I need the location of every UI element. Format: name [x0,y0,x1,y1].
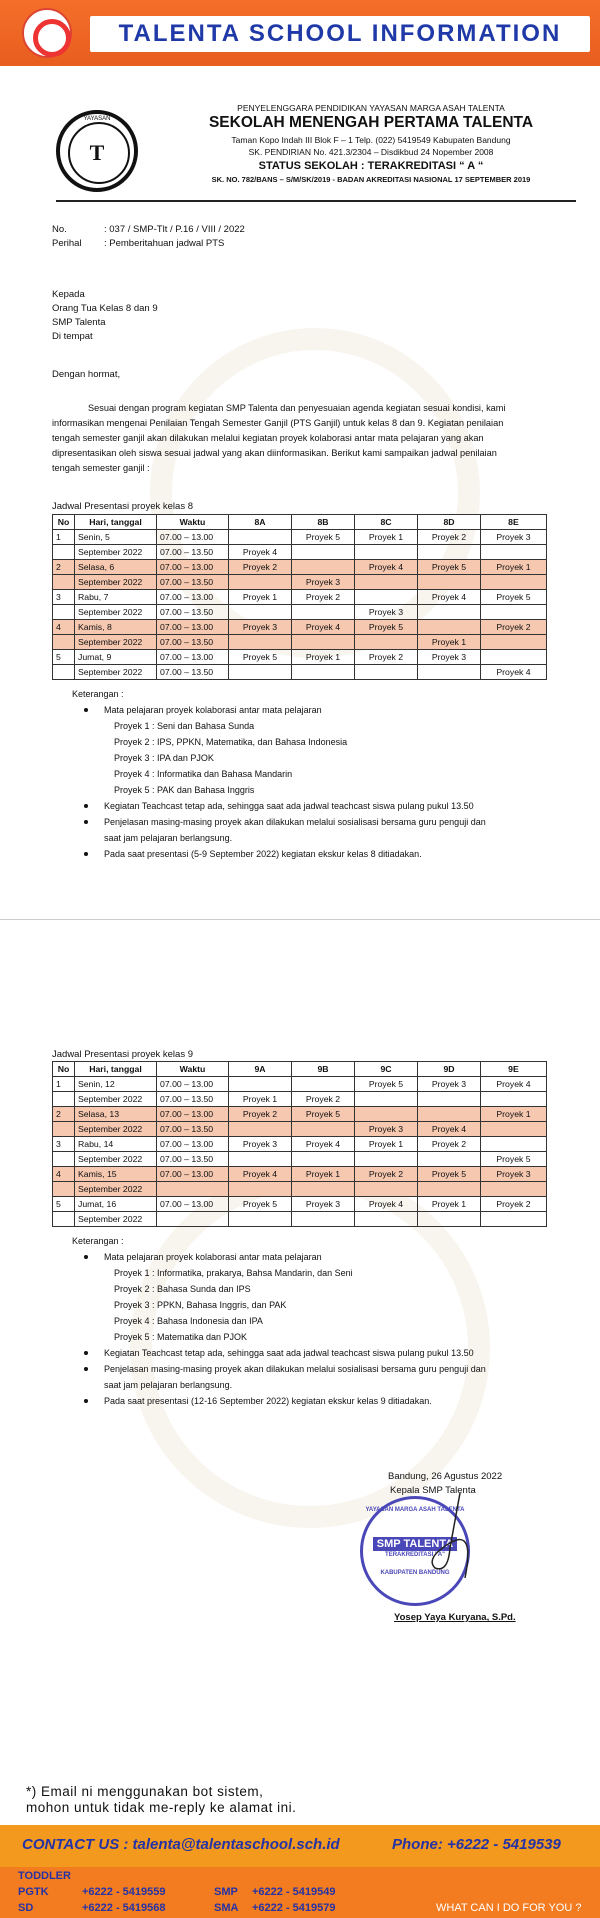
table-cell: Proyek 4 [418,1122,481,1137]
table-cell: Proyek 5 [481,590,547,605]
unit-sd: SD [18,1902,34,1914]
school-sk: SK. PENDIRIAN No. 421.3/2304 – Disdikbud 24 Nopember 2008 [248,147,494,157]
table-cell [418,620,481,635]
unit-toddler: TODDLER [18,1870,71,1882]
keterangan-item: Proyek 5 : PAK dan Bahasa Inggris [114,785,255,795]
table-row [53,590,547,605]
table-cell: 1 [53,530,75,545]
table-cell: Proyek 2 [292,590,355,605]
table-cell [53,1152,75,1167]
table-cell [292,665,355,680]
table-header-cell: Hari, tanggal [75,515,157,530]
table-cell: Proyek 4 [292,620,355,635]
table-cell: 4 [53,620,75,635]
table-row [53,1182,547,1197]
table-cell: Kamis, 8 [75,620,157,635]
unit-smp: SMP [214,1886,238,1898]
table-header-cell: Waktu [157,1062,229,1077]
table-cell [229,1122,292,1137]
table-cell: Proyek 1 [418,1197,481,1212]
letter-perihal-label: Perihal [52,238,82,249]
stamp-sub: TERAKREDITASI "A" [385,1552,445,1558]
table-cell: Proyek 2 [355,1167,418,1182]
bot-note [26,1784,296,1816]
table-cell: Proyek 5 [418,1167,481,1182]
phone-sd[interactable]: +6222 - 5419568 [82,1902,166,1914]
table-row [53,1212,547,1227]
keterangan-bullet-penjelasan: Penjelasan masing-masing proyek akan dilakukan melalui sosialisasi bersama guru penguji dan [82,1361,562,1377]
table-cell: Proyek 2 [229,1107,292,1122]
table-cell: Proyek 1 [481,560,547,575]
table-header-cell: No [53,515,75,530]
table-cell [292,1212,355,1227]
table-cell: Proyek 3 [355,1122,418,1137]
table-cell: Proyek 2 [355,650,418,665]
table-cell [481,1122,547,1137]
table-cell [53,575,75,590]
table-cell: Proyek 4 [355,560,418,575]
table-cell: Proyek 1 [355,1137,418,1152]
talenta-logo-icon [22,8,72,58]
table-row [53,620,547,635]
keterangan-bullet-penjelasan-cont: saat jam pelajaran berlangsung. [104,1380,233,1390]
keterangan-bullet-ekskur: Pada saat presentasi (12-16 September 2022) kegiatan ekskur kelas 9 ditiadakan. [82,1393,562,1409]
table-cell [53,1122,75,1137]
letter-para-1: Sesuai dengan program kegiatan SMP Talenta dan penyesuaian agenda kegiatan sesuai kondisi, kami [88,403,506,413]
table-header-cell: 9B [292,1062,355,1077]
letter-to2: SMP Talenta [52,317,106,328]
table-header-cell: 9A [229,1062,292,1077]
table-header-cell: 9D [418,1062,481,1077]
table-cell: Proyek 4 [481,1077,547,1092]
table-cell [229,1212,292,1227]
letter-to3: Di tempat [52,331,93,342]
table-cell: Proyek 3 [292,1197,355,1212]
table-cell [355,575,418,590]
table-cell: September 2022 [75,665,157,680]
table-cell: Proyek 1 [418,635,481,650]
table-cell: Proyek 3 [481,1167,547,1182]
table-row [53,1107,547,1122]
sign-place-date: Bandung, 26 Agustus 2022 [388,1471,503,1482]
letter-page-2 [0,1018,600,1758]
table-cell [355,545,418,560]
table-cell [229,530,292,545]
school-name: SEKOLAH MENENGAH PERTAMA TALENTA [208,114,534,131]
table-cell [229,665,292,680]
table-header-cell: 8B [292,515,355,530]
letter-greeting: Dengan hormat, [52,369,121,380]
table-cell: Proyek 1 [229,590,292,605]
table-cell [481,650,547,665]
table-cell: 07.00 – 13.00 [157,650,229,665]
table-cell [157,1212,229,1227]
table-cell [418,575,481,590]
kop-divider [56,200,576,202]
table-cell: Proyek 2 [229,560,292,575]
keterangan-kelas-8 [72,686,562,862]
table-row [53,545,547,560]
table-cell [355,1107,418,1122]
table-cell: Proyek 1 [481,1107,547,1122]
table-cell: Proyek 4 [418,590,481,605]
table-row [53,1122,547,1137]
table-cell [53,665,75,680]
table-row [53,1197,547,1212]
schedule-table-kelas-9 [52,1061,547,1227]
table-cell: September 2022 [75,545,157,560]
table-row [53,635,547,650]
table-cell [418,1107,481,1122]
table-cell [481,635,547,650]
table-cell: Proyek 2 [418,530,481,545]
table-cell [418,605,481,620]
table-cell: September 2022 [75,635,157,650]
table-cell [355,590,418,605]
table-cell: 07.00 – 13.50 [157,1122,229,1137]
table-cell: September 2022 [75,1152,157,1167]
table-cell [418,1152,481,1167]
table-cell [481,1182,547,1197]
header-title: TALENTA SCHOOL INFORMATION [90,16,590,52]
table-cell: 07.00 – 13.50 [157,575,229,590]
keterangan-item: Proyek 1 : Seni dan Bahasa Sunda [114,721,255,731]
phone-pgtk[interactable]: +6222 - 5419559 [82,1886,166,1898]
table8-caption: Jadwal Presentasi proyek kelas 8 [52,501,193,512]
cta-link[interactable]: WHAT CAN I DO FOR YOU ? [436,1902,582,1914]
table-cell [355,1152,418,1167]
table-cell: 07.00 – 13.00 [157,1077,229,1092]
keterangan-title: Keterangan : [72,1236,124,1246]
table-cell [53,545,75,560]
table-cell [292,1182,355,1197]
contact-phone[interactable]: Phone: +6222 - 5419539 [392,1836,561,1853]
table-cell: Selasa, 6 [75,560,157,575]
keterangan-bullet-penjelasan: Penjelasan masing-masing proyek akan dilakukan melalui sosialisasi bersama guru penguji dan [82,814,562,830]
table-cell [229,635,292,650]
keterangan-item: Proyek 4 : Informatika dan Bahasa Mandarin [114,769,293,779]
keterangan-title: Keterangan : [72,689,124,699]
table-cell: Senin, 12 [75,1077,157,1092]
table-cell: 1 [53,1077,75,1092]
table-cell [229,605,292,620]
table-cell [229,575,292,590]
school-seal-icon [56,110,138,192]
table-cell: Rabu, 7 [75,590,157,605]
table-cell: 07.00 – 13.00 [157,560,229,575]
email-header [0,0,600,66]
table-cell: Proyek 3 [229,620,292,635]
table-row [53,575,547,590]
keterangan-intro: Mata pelajaran proyek kolaborasi antar mata pelajaran [82,1249,562,1265]
table-cell: Proyek 3 [355,605,418,620]
table-cell: 07.00 – 13.50 [157,1092,229,1107]
table-cell [292,1077,355,1092]
table-cell: Proyek 1 [355,530,418,545]
table-cell: 07.00 – 13.00 [157,530,229,545]
table-cell: 5 [53,1197,75,1212]
table-cell [355,1212,418,1227]
table-cell: 07.00 – 13.50 [157,665,229,680]
table-cell: Proyek 5 [481,1152,547,1167]
table-header-cell: No [53,1062,75,1077]
table-cell [229,1077,292,1092]
letter-no-value: : 037 / SMP-Tlt / P.16 / VIII / 2022 [104,224,245,235]
table-cell [53,1092,75,1107]
table-cell: Proyek 4 [229,545,292,560]
letter-para-4: dipresentasikan oleh siswa sesuai jadwal yang akan diinformasikan. Berikut kami sampaikan jadwal penilaian [52,448,497,458]
table-row [53,1137,547,1152]
table-cell [481,1092,547,1107]
table-cell: Proyek 4 [292,1137,355,1152]
table-row [53,1092,547,1107]
table-cell: Proyek 3 [418,650,481,665]
table-cell [53,635,75,650]
table-cell [481,545,547,560]
table-cell: Rabu, 14 [75,1137,157,1152]
table-cell: 07.00 – 13.50 [157,1152,229,1167]
table-cell: Proyek 3 [418,1077,481,1092]
table-cell: Proyek 1 [229,1092,292,1107]
keterangan-intro: Mata pelajaran proyek kolaborasi antar mata pelajaran [82,702,562,718]
table-cell: Proyek 5 [292,530,355,545]
sign-name: Yosep Yaya Kuryana, S.Pd. [394,1612,516,1623]
contact-email[interactable]: CONTACT US : talenta@talentaschool.sch.id [22,1836,340,1853]
table-cell [355,1092,418,1107]
table-cell [481,1137,547,1152]
table-row [53,605,547,620]
sign-role: Kepala SMP Talenta [390,1485,476,1496]
letter-page-1 [0,68,600,920]
table-header-cell: 8E [481,515,547,530]
table-cell: Proyek 2 [481,1197,547,1212]
table-cell: Proyek 1 [292,650,355,665]
schedule-table-kelas-8 [52,514,547,680]
unit-sma: SMA [214,1902,239,1914]
letter-to1: Orang Tua Kelas 8 dan 9 [52,303,158,314]
keterangan-bullet-teachcast: Kegiatan Teachcast tetap ada, sehingga saat ada jadwal teachcast siswa pulang pukul 13.50 [82,1345,562,1361]
table-cell: Proyek 3 [229,1137,292,1152]
keterangan-bullet-teachcast: Kegiatan Teachcast tetap ada, sehingga saat ada jadwal teachcast siswa pulang pukul 13.50 [82,798,562,814]
letter-para-5: tengah semester ganjil : [52,463,150,473]
table-cell: 07.00 – 13.50 [157,545,229,560]
stamp-text: SMP TALENTA [373,1537,457,1551]
table-cell: 07.00 – 13.00 [157,1197,229,1212]
table-cell [229,1152,292,1167]
table-row [53,1152,547,1167]
table-cell: Proyek 4 [481,665,547,680]
table-cell [418,1182,481,1197]
table-cell: 3 [53,590,75,605]
table-cell [355,665,418,680]
table-cell: Proyek 3 [481,530,547,545]
table-cell: Proyek 2 [292,1092,355,1107]
table-header-cell: 9C [355,1062,418,1077]
table-cell: 2 [53,560,75,575]
table-cell [292,1122,355,1137]
table-header-cell: 8D [418,515,481,530]
table-row [53,1077,547,1092]
keterangan-kelas-9 [72,1233,562,1409]
table-cell: Senin, 5 [75,530,157,545]
keterangan-item: Proyek 2 : Bahasa Sunda dan IPS [114,1284,251,1294]
table-cell: September 2022 [75,575,157,590]
table-cell: 07.00 – 13.00 [157,590,229,605]
letter-no-label: No. [52,224,67,235]
table-cell [481,575,547,590]
unit-phone-lines [0,1867,600,1918]
table-header-cell: 8C [355,515,418,530]
table-cell: Proyek 5 [229,1197,292,1212]
keterangan-item: Proyek 2 : IPS, PPKN, Matematika, dan Bahasa Indonesia [114,737,348,747]
contact-bar [0,1825,600,1867]
table-cell [229,1182,292,1197]
stamp-bottom-text: KABUPATEN BANDUNG [380,1570,450,1576]
table-cell: Jumat, 9 [75,650,157,665]
table-cell: Selasa, 13 [75,1107,157,1122]
table-header-cell: Hari, tanggal [75,1062,157,1077]
table-row [53,560,547,575]
table-cell: Proyek 4 [229,1167,292,1182]
table-cell [355,635,418,650]
table-cell: Proyek 4 [355,1197,418,1212]
seal-label: YAYASAN [83,116,111,122]
table-cell [157,1182,229,1197]
letter-para-2: informasikan mengenai Penilaian Tengah Semester Ganjil (PTS Ganjil) untuk kelas 8 dan 9. Kegiatan penilaian [52,418,504,428]
table-cell [481,1212,547,1227]
table-cell: Proyek 2 [481,620,547,635]
table-cell: September 2022 [75,1092,157,1107]
table-header-cell: 9E [481,1062,547,1077]
table-cell: Jumat, 16 [75,1197,157,1212]
table-cell [418,1212,481,1227]
school-address: Taman Kopo Indah III Blok F – 1 Telp. (022) 5419549 Kabupaten Bandung [231,135,511,145]
table-cell: 2 [53,1107,75,1122]
table-cell: Proyek 3 [292,575,355,590]
table-cell: Kamis, 15 [75,1167,157,1182]
table-cell: 07.00 – 13.00 [157,1167,229,1182]
unit-pgtk: PGTK [18,1886,49,1898]
keterangan-item: Proyek 4 : Bahasa Indonesia dan IPA [114,1316,263,1326]
table-cell [292,1152,355,1167]
phone-sma[interactable]: +6222 - 5419579 [252,1902,336,1914]
table-cell: 07.00 – 13.00 [157,1107,229,1122]
table-cell: 5 [53,650,75,665]
school-akreditasi: SK. NO. 782/BANS – S/M/SK/2019 - BADAN AKREDITASI NASIONAL 17 SEPTEMBER 2019 [211,175,531,184]
table-cell [292,545,355,560]
table-row [53,1167,547,1182]
table-cell: Proyek 5 [292,1107,355,1122]
table-cell: September 2022 [75,1212,157,1227]
stamp-top-text: YAYASAN MARGA ASAH TALENTA [365,1507,465,1513]
table-cell [53,1182,75,1197]
seal-letter: T [89,140,105,165]
keterangan-item: Proyek 5 : Matematika dan PJOK [114,1332,248,1342]
table-cell [418,545,481,560]
school-status: STATUS SEKOLAH : TERAKREDITASI “ A “ [258,160,484,172]
table-cell: Proyek 2 [418,1137,481,1152]
letter-kepada: Kepada [52,289,85,300]
table-row [53,665,547,680]
table-cell: 3 [53,1137,75,1152]
table-cell: 07.00 – 13.50 [157,635,229,650]
keterangan-item: Proyek 3 : IPA dan PJOK [114,753,214,763]
keterangan-item: Proyek 3 : PPKN, Bahasa Inggris, dan PAK [114,1300,287,1310]
table-header-cell: Waktu [157,515,229,530]
table-cell: Proyek 5 [418,560,481,575]
keterangan-bullet-penjelasan-cont: saat jam pelajaran berlangsung. [104,833,233,843]
table-cell [418,1092,481,1107]
table9-caption: Jadwal Presentasi proyek kelas 9 [52,1049,193,1060]
table-cell: 07.00 – 13.00 [157,1137,229,1152]
table-cell [292,605,355,620]
table-row [53,650,547,665]
table-cell [481,605,547,620]
letter-perihal-value: : Pemberitahuan jadwal PTS [104,238,225,249]
keterangan-item: Proyek 1 : Informatika, prakarya, Bahsa Mandarin, dan Seni [114,1268,353,1278]
table-cell: 07.00 – 13.00 [157,620,229,635]
letterhead [56,102,576,242]
table-cell: 4 [53,1167,75,1182]
phone-smp[interactable]: +6222 - 5419549 [252,1886,336,1898]
letter-para-3: tengah semester ganjil akan dilakukan melalui kegiatan proyek kolaborasi antar mata pelajaran yang akan [52,433,484,443]
table-cell: September 2022 [75,605,157,620]
bot-note-line2: mohon untuk tidak me-reply ke alamat ini. [26,1800,297,1815]
table-cell: Proyek 5 [355,620,418,635]
table-cell: Proyek 1 [292,1167,355,1182]
table-cell [355,1182,418,1197]
table-cell [53,605,75,620]
table-cell [53,1212,75,1227]
table-row [53,530,547,545]
keterangan-bullet-ekskur: Pada saat presentasi (5-9 September 2022) kegiatan ekskur kelas 8 ditiadakan. [82,846,562,862]
bot-note-line1: *) Email ni menggunakan bot sistem, [26,1784,264,1799]
signature-icon [420,1488,490,1583]
table-cell: September 2022 [75,1182,157,1197]
table-cell: Proyek 5 [355,1077,418,1092]
table-cell [418,665,481,680]
kop-line1: PENYELENGGARA PENDIDIKAN YAYASAN MARGA ASAH TALENTA [237,103,505,113]
table-cell [292,635,355,650]
table-cell: Proyek 5 [229,650,292,665]
table-cell: September 2022 [75,1122,157,1137]
table-cell [292,560,355,575]
table-cell: 07.00 – 13.50 [157,605,229,620]
table-header-cell: 8A [229,515,292,530]
